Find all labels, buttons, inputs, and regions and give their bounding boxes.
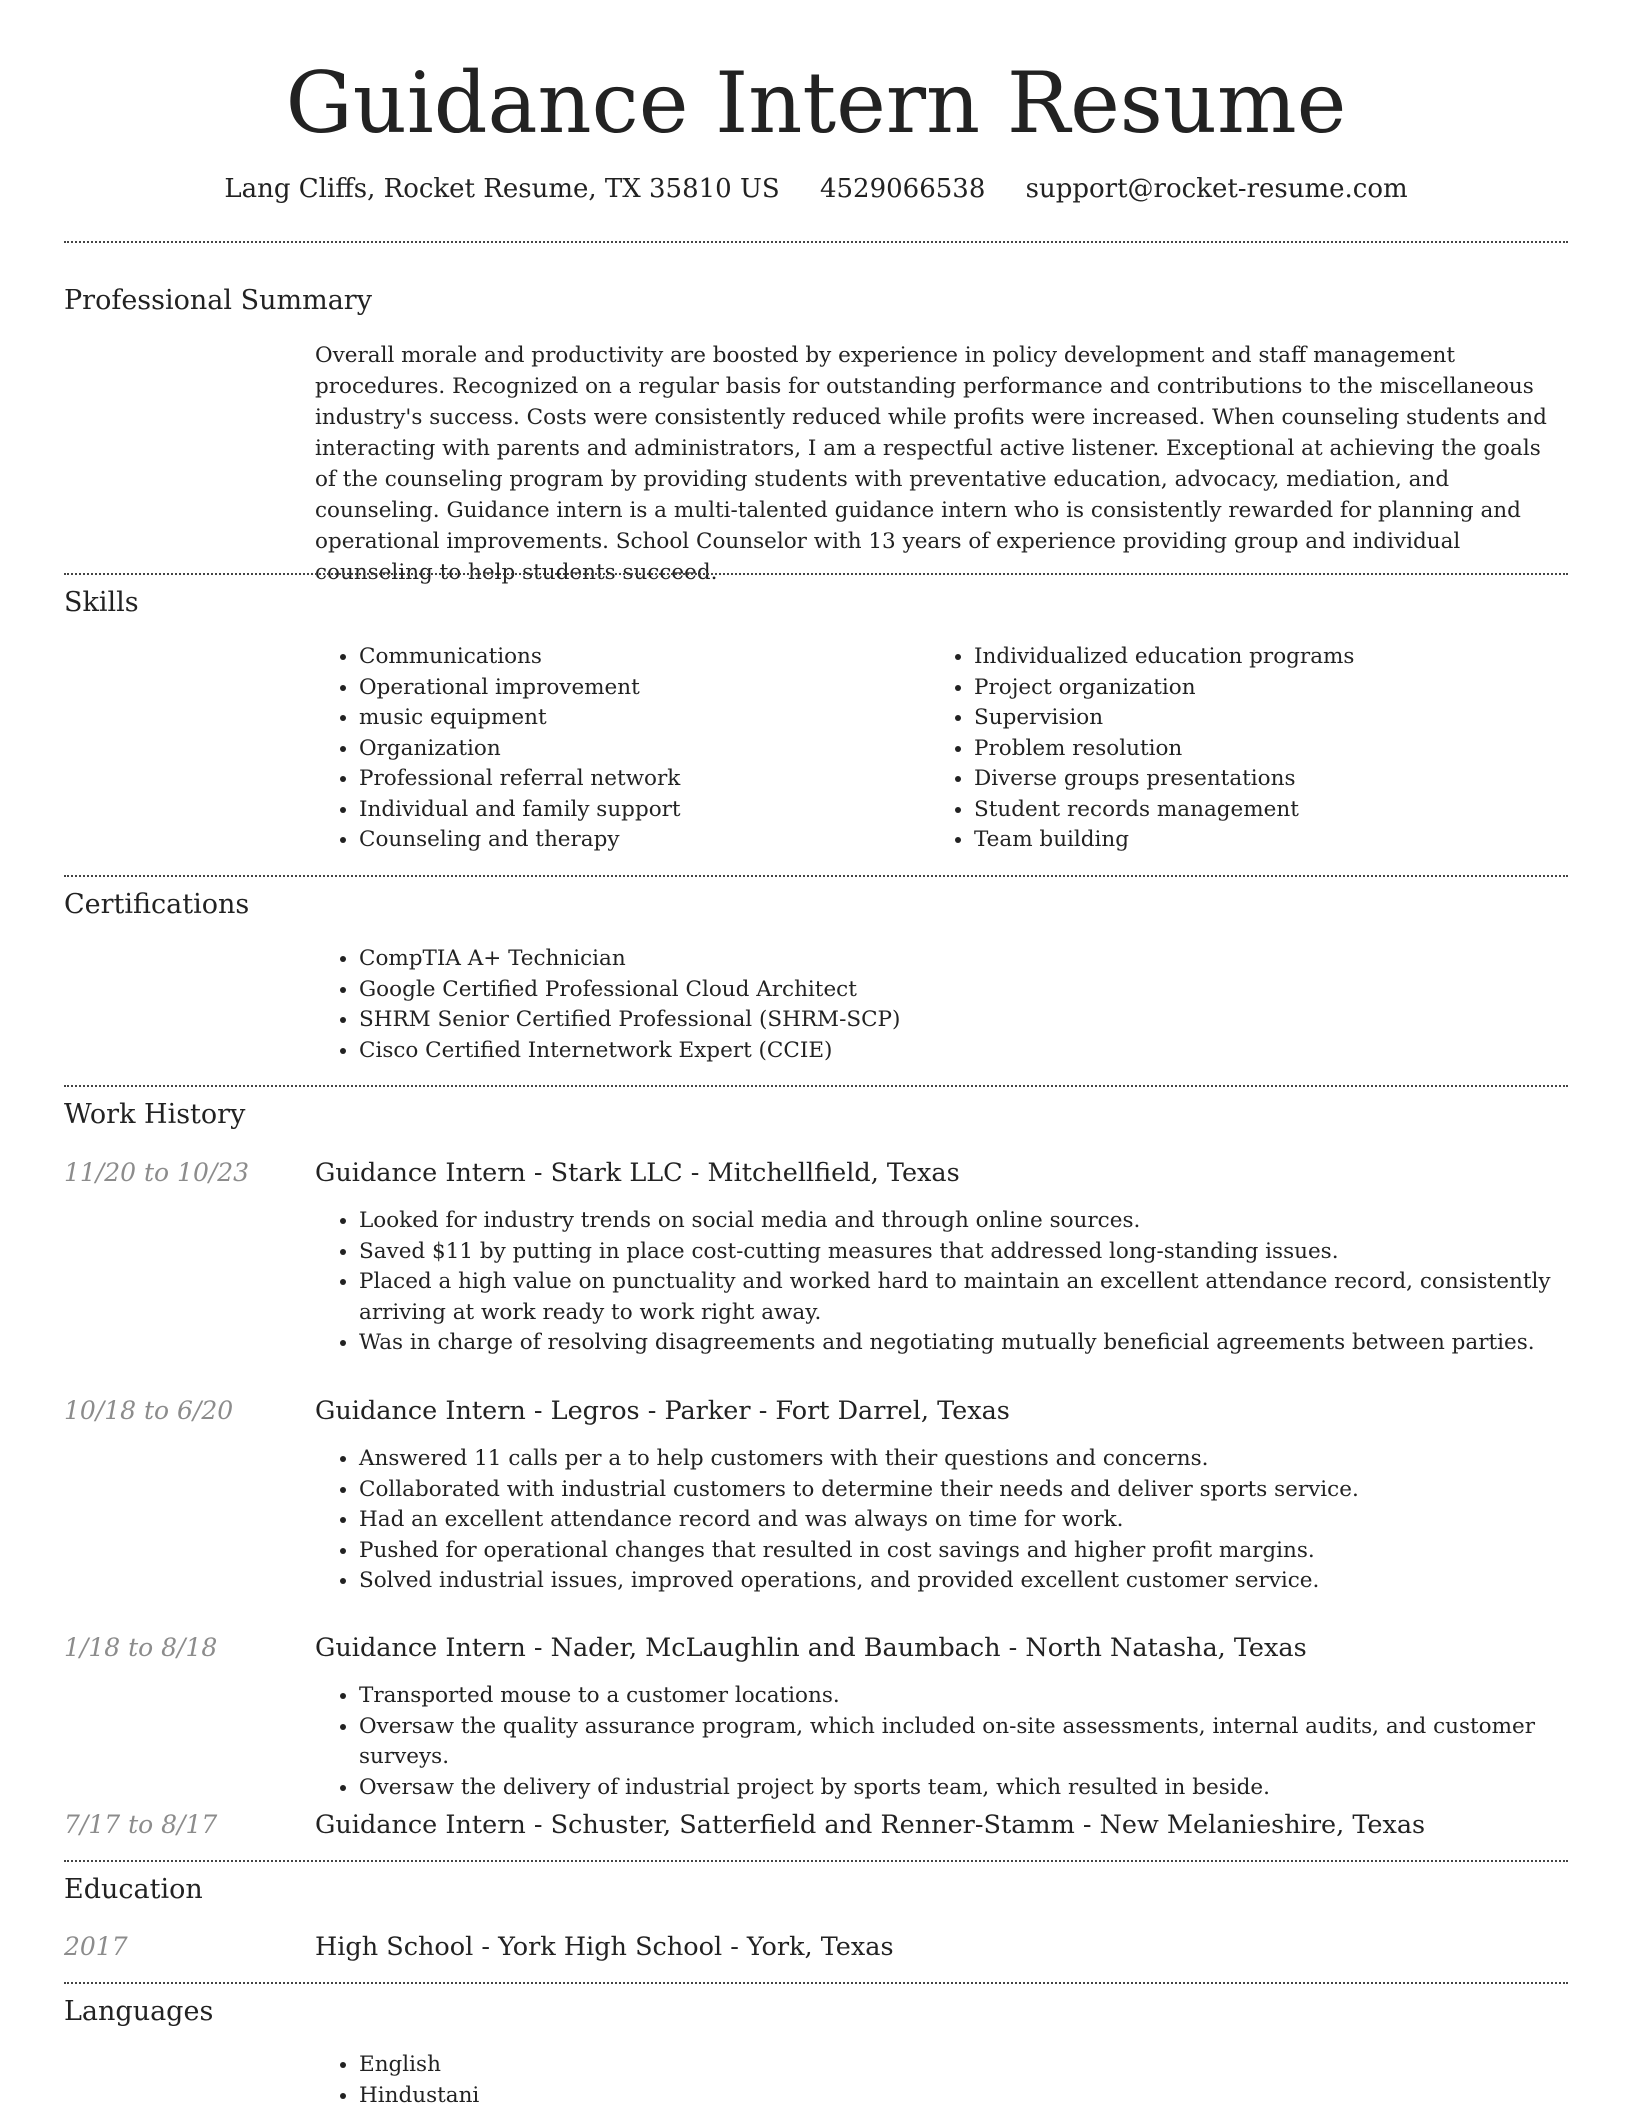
skill-item: • Counseling and therapy xyxy=(359,825,919,856)
contact-line xyxy=(0,170,1632,208)
skill-item: • Operational improvement xyxy=(359,673,919,704)
summary-text: Overall morale and productivity are boosted by experience in policy development and staff management procedures. Recognized on a regular basis for outstanding performance and contributions to the miscellaneous industry's success. Costs were consistently reduced while profits were increased. When counseling students and interacting with parents and administrators, I am a respectful active listener. Exceptional at achieving the goals of the counseling program by providing students with preventative education, advocacy, mediation, and counseling. Guidance intern is a multi-talented guidance intern who is consistently rewarded for planning and operational improvements. School Counselor with 13 years of experience providing group and individual counseling to help students succeed. xyxy=(315,343,1547,585)
job-bullet: • Was in charge of resolving disagreements and negotiating mutually beneficial agreements between parties. xyxy=(359,1328,1599,1359)
skill-item: • Project organization xyxy=(974,673,1574,704)
skill-item: • Individualized education programs xyxy=(974,642,1574,673)
skills-list-left xyxy=(315,642,919,856)
job-title: Guidance Intern - Stark LLC - Mitchellfield, Texas xyxy=(315,1158,960,1188)
contact-phone: 4529066538 xyxy=(819,174,986,204)
job-dates: 7/17 to 8/17 xyxy=(64,1810,218,1839)
divider xyxy=(64,573,1568,575)
job-bullet: • Answered 11 calls per a to help customers with their questions and concerns. xyxy=(359,1444,1599,1475)
certification-item: • Cisco Certified Internetwork Expert (CCIE) xyxy=(359,1036,1559,1067)
section-heading-certifications: Certifications xyxy=(64,889,250,920)
divider xyxy=(64,241,1568,243)
skills-list-right xyxy=(930,642,1574,856)
job-bullets xyxy=(315,1206,1599,1359)
job-title: Guidance Intern - Nader, McLaughlin and Baumbach - North Natasha, Texas xyxy=(315,1633,1307,1663)
resume-title: Guidance Intern Resume xyxy=(285,54,1347,152)
skill-item: • Team building xyxy=(974,825,1574,856)
skill-item: • Diverse groups presentations xyxy=(974,764,1574,795)
job-dates: 1/18 to 8/18 xyxy=(64,1633,218,1662)
divider xyxy=(64,1982,1568,1984)
job-bullet: • Oversaw the delivery of industrial project by sports team, which resulted in beside. xyxy=(359,1773,1609,1804)
certifications-list xyxy=(315,944,1559,1066)
section-heading-work-history: Work History xyxy=(64,1099,246,1130)
divider xyxy=(64,1860,1568,1862)
certification-item: • SHRM Senior Certified Professional (SHRM-SCP) xyxy=(359,1005,1559,1036)
languages-list xyxy=(315,2050,959,2111)
skill-item: • Professional referral network xyxy=(359,764,919,795)
contact-address: Lang Cliffs, Rocket Resume, TX 35810 US xyxy=(224,174,780,204)
skill-item: • music equipment xyxy=(359,703,919,734)
job-bullet: • Placed a high value on punctuality and worked hard to maintain an excellent attendance record, consistently arriving at work ready to work right away. xyxy=(359,1267,1599,1328)
skill-item: • Supervision xyxy=(974,703,1574,734)
job-bullet: • Oversaw the quality assurance program, which included on-site assessments, internal audits, and customer surveys. xyxy=(359,1712,1609,1773)
job-bullets xyxy=(315,1681,1609,1803)
skill-item: • Problem resolution xyxy=(974,734,1574,765)
language-item: • Hindustani xyxy=(359,2081,959,2112)
job-bullet: • Saved $11 by putting in place cost-cutting measures that addressed long-standing issues. xyxy=(359,1237,1599,1268)
job-dates: 10/18 to 6/20 xyxy=(64,1396,234,1425)
skill-item: • Organization xyxy=(359,734,919,765)
section-heading-skills: Skills xyxy=(64,587,139,618)
job-bullet: • Had an excellent attendance record and was always on time for work. xyxy=(359,1505,1599,1536)
section-heading-summary: Professional Summary xyxy=(64,285,372,316)
certification-item: • CompTIA A+ Technician xyxy=(359,944,1559,975)
certification-item: • Google Certified Professional Cloud Architect xyxy=(359,975,1559,1006)
language-item: • English xyxy=(359,2050,959,2081)
job-bullet: • Pushed for operational changes that resulted in cost savings and higher profit margins. xyxy=(359,1536,1599,1567)
job-title: Guidance Intern - Schuster, Satterfield and Renner-Stamm - New Melanieshire, Texas xyxy=(315,1810,1426,1840)
skill-item: • Student records management xyxy=(974,795,1574,826)
divider xyxy=(64,1085,1568,1087)
job-dates: 11/20 to 10/23 xyxy=(64,1158,250,1187)
education-year: 2017 xyxy=(64,1932,128,1961)
skill-item: • Communications xyxy=(359,642,919,673)
job-bullet: • Transported mouse to a customer locations. xyxy=(359,1681,1609,1712)
job-title: Guidance Intern - Legros - Parker - Fort Darrel, Texas xyxy=(315,1396,1010,1426)
education-entry: High School - York High School - York, Texas xyxy=(315,1932,894,1962)
skill-item: • Individual and family support xyxy=(359,795,919,826)
job-bullet: • Collaborated with industrial customers to determine their needs and deliver sports service. xyxy=(359,1475,1599,1506)
section-heading-languages: Languages xyxy=(64,1996,214,2027)
contact-email: support@rocket-resume.com xyxy=(1025,174,1408,204)
job-bullets xyxy=(315,1444,1599,1597)
divider xyxy=(64,875,1568,877)
job-bullet: • Looked for industry trends on social media and through online sources. xyxy=(359,1206,1599,1237)
job-bullet: • Solved industrial issues, improved operations, and provided excellent customer service. xyxy=(359,1566,1599,1597)
section-heading-education: Education xyxy=(64,1874,203,1905)
